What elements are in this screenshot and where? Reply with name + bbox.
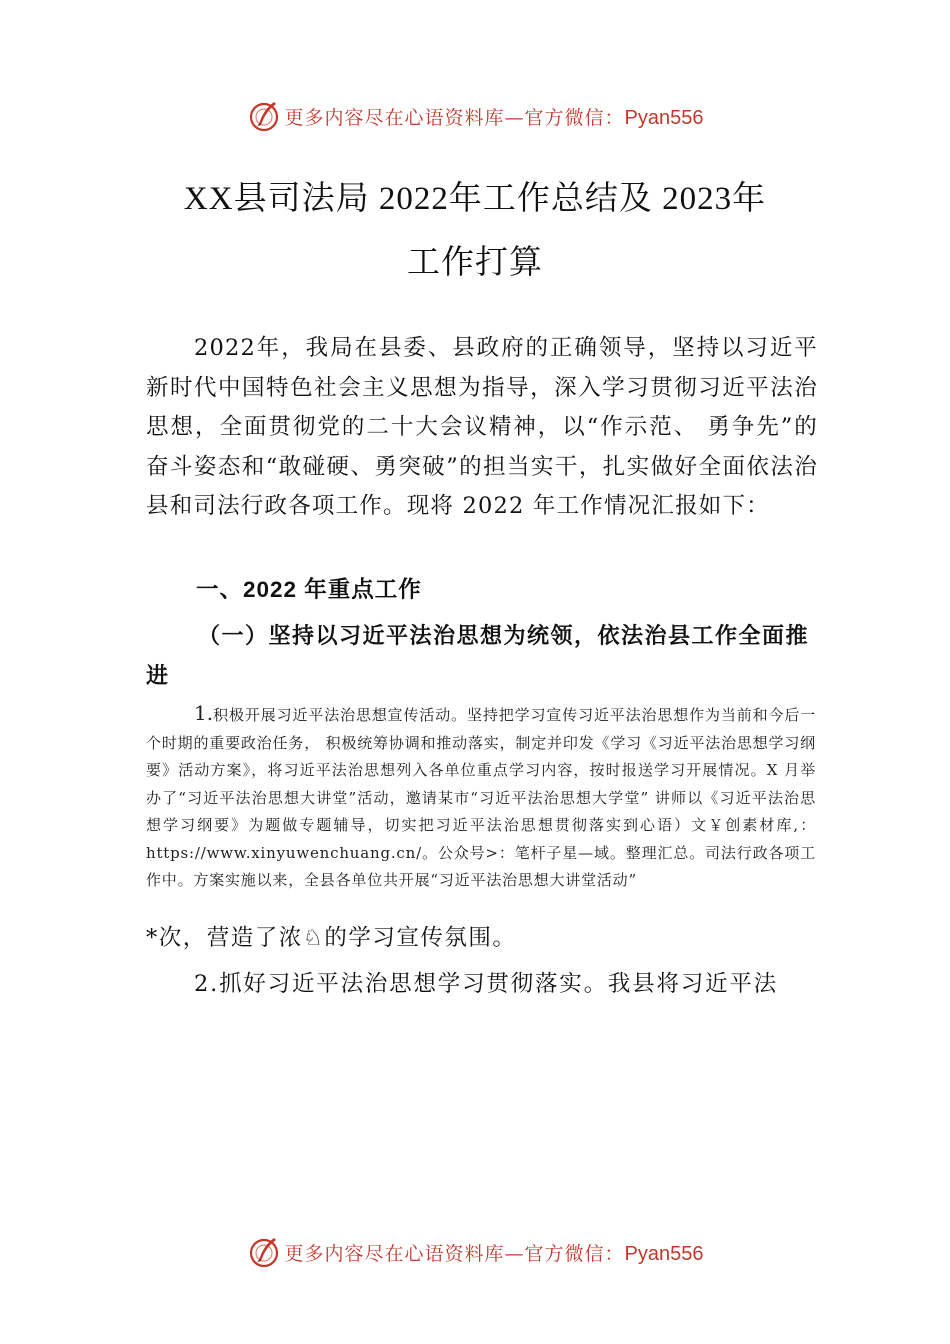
watermark-banner-top bbox=[0, 96, 950, 136]
item-1-text: 积极开展习近平法治思想宣传活动。坚持把学习宣传习近平法治思想作为当前和今后一个时期的重要政治任务， 积极统筹协调和推动落实，制定并印发《学习《习近平法治思想学习纲要》活动方案》，将习近平法治思想列入各单位重点学习内容，按时报送学习开展情况。X 月举办了“习近平法治思想大讲堂”活动，邀请某市“习近平法治思想大学堂” 讲师以《习近平法治思想学习纲要》为题做专题辅导，切实把习近平法治思想贯彻落实到心语）文￥创素材库,：https://www.xinyuwenchuang.cn/。公众号>：笔杆子星—域。整理汇总。司法行政各项工作中。方案实施以来，全县各单位共开展“习近平法治思想大讲堂活动” bbox=[146, 706, 816, 889]
intro-paragraph: 2022年，我局在县委、县政府的正确领导，坚持以习近平新时代中国特色社会主义思想为指导，深入学习贯彻习近平法治思想，全面贯彻党的二十大会议精神，以“作示范、 勇争先”的奋斗姿态和“敢碰硬、勇突破”的担当实干，扎实做好全面依法治县和司法行政各项工作。现将 2022 年工作情况汇报如下： bbox=[146, 335, 818, 519]
wechat-id: Pyan556 bbox=[624, 1242, 704, 1265]
item-1-paragraph bbox=[146, 700, 816, 895]
document-title-line-2: 工作打算 bbox=[407, 245, 543, 281]
watermark-text: 更多内容尽在心语资料库—官方微信：Pyan556 bbox=[284, 1242, 704, 1265]
wechat-id: Pyan556 bbox=[624, 106, 704, 129]
watermark-banner-bottom bbox=[0, 1232, 950, 1272]
document-title-line-1: XX县司法局 2022年工作总结及 2023年 bbox=[183, 181, 767, 217]
section-heading: 一、2022 年重点工作 bbox=[196, 577, 422, 602]
item-2-start: 2.抓好习近平法治思想学习贯彻落实。我县将习近平法 bbox=[194, 971, 778, 997]
quill-seal-icon bbox=[247, 99, 281, 133]
item-1-number: 1. bbox=[194, 701, 214, 725]
watermark-text: 更多内容尽在心语资料库—官方微信：Pyan556 bbox=[284, 106, 704, 129]
quill-seal-icon bbox=[247, 1235, 281, 1269]
continuation-line: *次，营造了浓♘的学习宣传氛围。 bbox=[146, 925, 517, 951]
subsection-heading: （一）坚持以习近平法治思想为统领，依法治县工作全面推进 bbox=[146, 623, 810, 689]
